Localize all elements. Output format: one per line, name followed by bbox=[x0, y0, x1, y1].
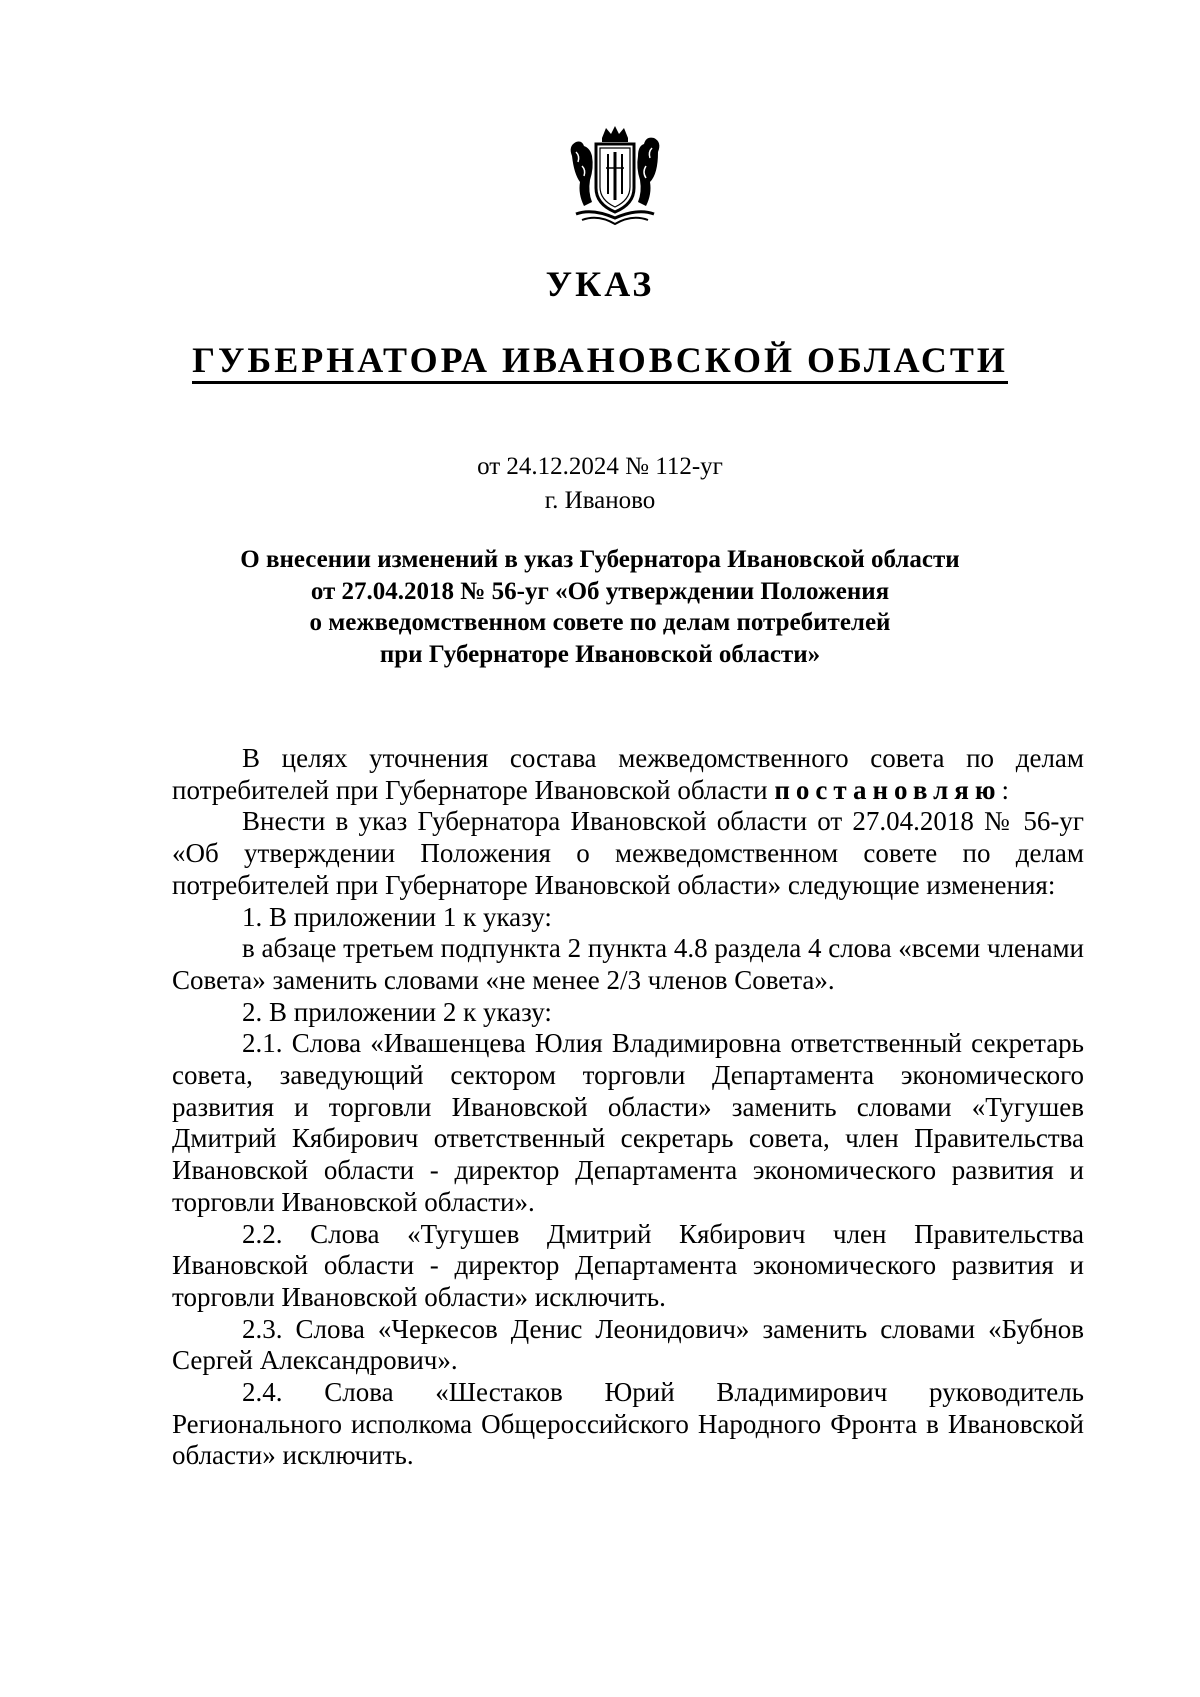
body-paragraph: 2.2. Слова «Тугушев Дмитрий Кябирович член Правительства Ивановской области - директор Департамента экономического развития и торговли Ивановской области» исключить. bbox=[172, 1218, 1084, 1312]
document-type-title: УКАЗ bbox=[545, 264, 655, 304]
decree-word: постановляю bbox=[774, 774, 1002, 805]
body-paragraph: в абзаце третьем подпункта 2 пункта 4.8 раздела 4 слова «всеми членами Совета» заменить словами «не менее 2/3 членов Совета». bbox=[172, 933, 1084, 995]
body-paragraph: Внести в указ Губернатора Ивановской области от 27.04.2018 № 56-уг «Об утверждении Положения о межведомственном совете по делам потребителей при Губернаторе Ивановской области» следующие изменения: bbox=[172, 806, 1084, 900]
preamble-colon: : bbox=[1001, 774, 1009, 805]
decree-subject bbox=[0, 544, 1200, 670]
place: г. Иваново bbox=[544, 487, 656, 514]
body-paragraph: 2.4. Слова «Шестаков Юрий Владимирович руководитель Регионального исполкома Общероссийского Народного Фронта в Ивановской области» исключить. bbox=[172, 1377, 1084, 1471]
issuer-title-text: ГУБЕРНАТОРА ИВАНОВСКОЙ ОБЛАСТИ bbox=[192, 340, 1008, 384]
subject-line: при Губернаторе Ивановской области» bbox=[379, 640, 821, 668]
body-paragraph: 2.1. Слова «Ивашенцева Юлия Владимировна ответственный секретарь совета, заведующий сектором торговли Департамента экономического развития и торговли Ивановской области» заменить словами «Тугушев Дмитрий Кябирович ответственный секретарь совета, член Правительства Ивановской области - директор Департамента экономического развития и торговли Ивановской области». bbox=[172, 1028, 1084, 1217]
subject-line: от 27.04.2018 № 56-уг «Об утверждении Положения bbox=[310, 577, 890, 605]
body-paragraph: 2.3. Слова «Черкесов Денис Леонидович» заменить словами «Бубнов Сергей Александрович». bbox=[172, 1313, 1084, 1376]
subject-line: о межведомственном совете по делам потребителей bbox=[309, 609, 891, 636]
issuer-title bbox=[0, 338, 1200, 382]
preamble-paragraph bbox=[172, 743, 1084, 806]
decree-body bbox=[172, 743, 1084, 1472]
date-number: от 24.12.2024 № 112-уг bbox=[477, 453, 723, 480]
subject-line: О внесении изменений в указ Губернатора Ивановской области bbox=[240, 546, 960, 573]
body-paragraph: 1. В приложении 1 к указу: bbox=[242, 901, 552, 932]
body-paragraph: 2. В приложении 2 к указу: bbox=[242, 996, 552, 1027]
preamble-text: В целях уточнения состава межведомственного совета по делам потребителей при Губернаторе Ивановской области bbox=[172, 743, 1084, 805]
coat-of-arms-icon bbox=[562, 122, 668, 228]
